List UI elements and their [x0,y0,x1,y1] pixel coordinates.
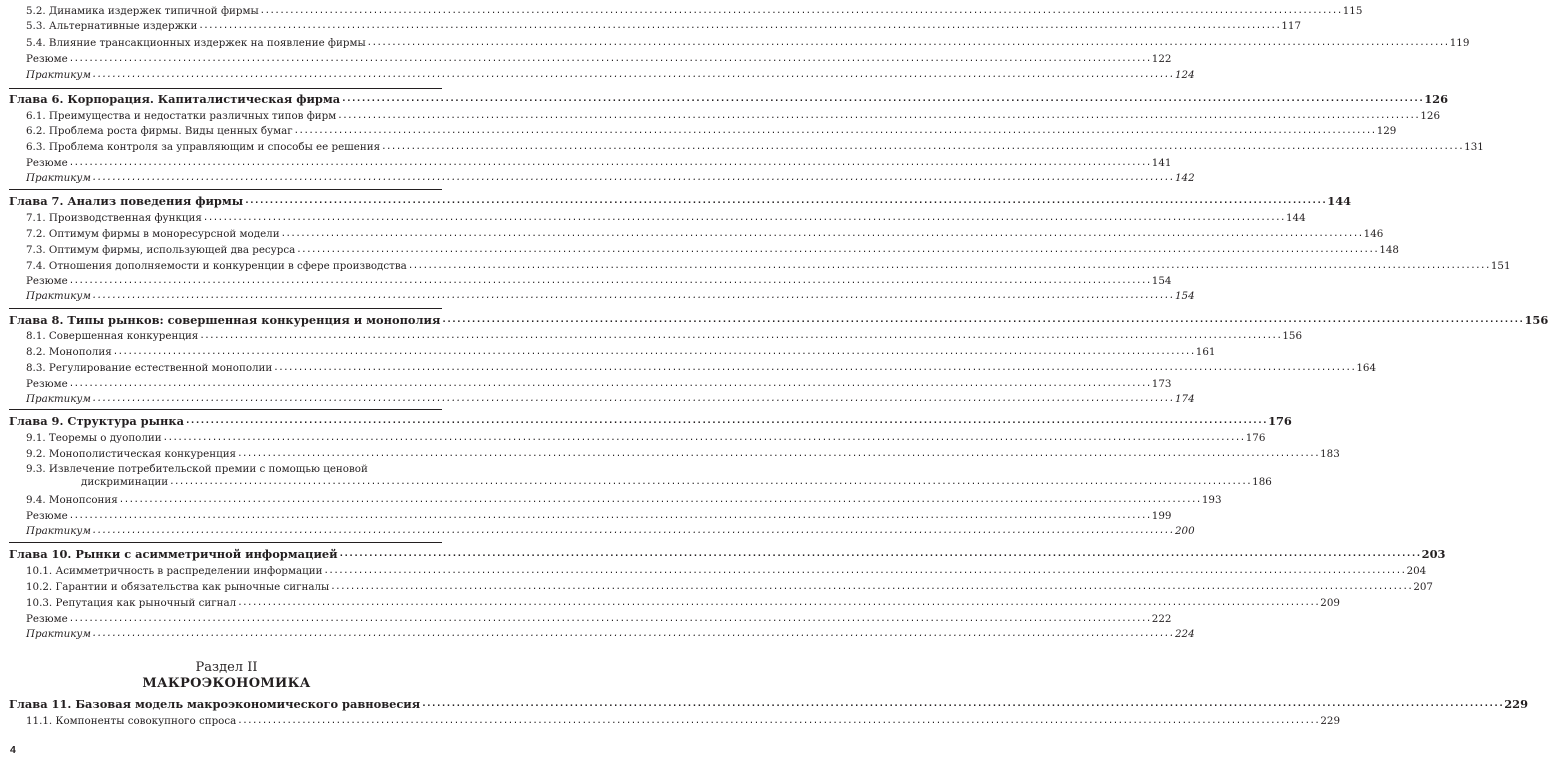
entry-page: 119 [1449,37,1470,49]
entry-title: 7.4. Отношения дополняемости и конкуренции в сфере производства [26,260,407,272]
entry-title: Глава 7. Анализ поведения фирмы [9,194,244,208]
chapter-divider [9,409,442,410]
toc-entry-summary[interactable] [26,613,1172,626]
entry-title: Глава 6. Корпорация. Капиталистическая фирма [9,92,341,106]
toc-entry-summary[interactable] [26,53,1172,66]
entry-title: Резюме [26,510,68,522]
entry-page: 156 [1282,330,1303,342]
dot-leader: ............................................................................................................................................................................................................................ [338,549,1421,559]
entry-title: 5.3. Альтернативные издержки [26,20,198,32]
entry-title: 8.1. Совершенная конкуренция [26,330,199,342]
toc-entry-section[interactable] [26,5,1363,18]
entry-title: 7.3. Оптимум фирмы, использующей два ресурса [26,244,296,256]
toc-entry-practicum[interactable] [26,290,1195,303]
dot-leader: ............................................................................................................................................................................................................................ [407,261,1490,271]
toc-entry-summary[interactable] [26,275,1172,288]
toc-entry-section[interactable] [26,448,1340,461]
entry-page: 144 [1285,212,1306,224]
entry-page: 204 [1406,565,1427,577]
entry-title: Глава 9. Структура рынка [9,414,184,428]
toc-entry-section[interactable] [26,125,1397,138]
entry-title: Практикум [26,290,91,302]
entry-page: 146 [1363,228,1384,240]
page-number: 4 [10,744,16,756]
entry-page: 156 [1524,313,1548,327]
entry-page: 209 [1320,597,1340,609]
entry-title: 10.1. Асимметричность в распределении информации [26,565,323,577]
entry-title: 9.1. Теоремы о дуополии [26,432,162,444]
toc-entry-summary[interactable] [26,378,1172,391]
dot-leader: ............................................................................................................................................................................................................................ [366,38,1449,48]
dot-leader: ............................................................................................................................................................................................................................ [280,229,1363,239]
entry-title: 7.2. Оптимум фирмы в моноресурсной модели [26,228,280,240]
dot-leader: ............................................................................................................................................................................................................................ [68,276,1151,286]
dot-leader: ............................................................................................................................................................................................................................ [237,598,1320,608]
toc-entry-summary[interactable] [26,157,1172,170]
dot-leader: ............................................................................................................................................................................................................................ [68,158,1151,168]
entry-page: 200 [1174,525,1195,537]
dot-leader: ............................................................................................................................................................................................................................ [91,291,1174,301]
dot-leader: ............................................................................................................................................................................................................................ [323,566,1406,576]
entry-title: 9.3. Извлечение потребительской премии с помощью ценовой [26,463,368,475]
entry-title: Практикум [26,525,91,537]
entry-page: 174 [1174,393,1195,405]
toc-entry-chapter[interactable] [9,313,1548,328]
dot-leader: ............................................................................................................................................................................................................................ [244,196,1327,206]
toc-entry-chapter[interactable] [9,697,1529,712]
toc-entry-summary[interactable] [26,510,1172,523]
entry-page: 141 [1151,157,1172,169]
entry-title: 8.2. Монополия [26,346,112,358]
entry-page: 161 [1195,346,1216,358]
entry-page: 154 [1151,275,1172,287]
entry-page: 176 [1245,432,1266,444]
toc-entry-section[interactable] [26,212,1306,225]
toc-entry-section[interactable] [26,244,1399,257]
entry-page: 229 [1320,715,1340,727]
entry-title: 5.4. Влияние трансакционных издержек на появление фирмы [26,37,366,49]
entry-page: 117 [1281,20,1302,32]
dot-leader: ............................................................................................................................................................................................................................ [441,315,1524,325]
toc-entry-section[interactable] [26,565,1427,578]
dot-leader: ............................................................................................................................................................................................................................ [199,331,1282,341]
part-title: МАКРОЭКОНОМИКА [142,676,311,691]
entry-title: 11.1. Компоненты совокупного спроса [26,715,237,727]
entry-title: Практикум [26,172,91,184]
part-label: Раздел II [195,660,258,675]
toc-entry-chapter[interactable] [9,92,1449,107]
toc-entry-section[interactable] [26,597,1340,610]
entry-title: Резюме [26,275,68,287]
dot-leader: ............................................................................................................................................................................................................................ [91,70,1174,80]
entry-title: Резюме [26,613,68,625]
entry-title: Практикум [26,628,91,640]
dot-leader: ............................................................................................................................................................................................................................ [68,614,1151,624]
entry-page: 126 [1424,92,1449,106]
dot-leader: ............................................................................................................................................................................................................................ [293,126,1376,136]
toc-entry-practicum[interactable] [26,393,1195,406]
entry-title: Глава 11. Базовая модель макроэкономического равновесия [9,697,421,711]
entry-title: 10.3. Репутация как рыночный сигнал [26,597,237,609]
toc-entry-chapter[interactable] [9,194,1352,209]
dot-leader: ............................................................................................................................................................................................................................ [296,245,1379,255]
toc-entry-section[interactable] [26,346,1216,359]
toc-entry-section[interactable] [26,37,1470,50]
chapter-divider [9,308,442,309]
toc-entry-section[interactable] [26,362,1377,375]
toc-entry-chapter[interactable] [9,547,1446,562]
entry-title: 6.3. Проблема контроля за управляющим и способы ее решения [26,141,381,153]
entry-title: 7.1. Производственная функция [26,212,202,224]
entry-page: 122 [1151,53,1172,65]
toc-entry-practicum[interactable] [26,628,1195,641]
entry-page: 126 [1420,110,1440,122]
toc-entry-section[interactable] [26,228,1384,241]
entry-page: 131 [1464,141,1484,153]
toc-entry-practicum[interactable] [26,525,1195,538]
dot-leader: ............................................................................................................................................................................................................................ [91,394,1174,404]
entry-page: 115 [1342,5,1363,17]
toc-entry-chapter[interactable] [9,414,1292,429]
chapter-divider [9,88,442,89]
entry-page: 183 [1320,448,1340,460]
toc-entry-section[interactable] [26,330,1303,343]
entry-title-continued: дискриминации [81,476,169,488]
dot-leader: ............................................................................................................................................................................................................................ [202,213,1285,223]
toc-entry-section[interactable] [26,494,1222,507]
toc-entry-section[interactable] [26,141,1484,154]
dot-leader: ............................................................................................................................................................................................................................ [68,379,1151,389]
toc-entry-section[interactable] [26,20,1302,33]
toc-entry-practicum[interactable] [26,69,1195,82]
toc-entry-section[interactable] [26,581,1433,594]
entry-title: Практикум [26,393,91,405]
chapter-divider [9,542,442,543]
entry-page: 164 [1356,362,1377,374]
dot-leader: ............................................................................................................................................................................................................................ [259,6,1342,16]
entry-title: Глава 10. Рынки с асимметричной информацией [9,547,338,561]
entry-title: 9.4. Монопсония [26,494,118,506]
dot-leader: ............................................................................................................................................................................................................................ [237,449,1320,459]
entry-page: 203 [1421,547,1446,561]
entry-page: 229 [1504,697,1529,711]
dot-leader: ............................................................................................................................................................................................................................ [341,94,1424,104]
entry-title: 9.2. Монополистическая конкуренция [26,448,237,460]
entry-title: 8.3. Регулирование естественной монополии [26,362,273,374]
entry-page: 148 [1379,244,1399,256]
entry-title: 5.2. Динамика издержек типичной фирмы [26,5,259,17]
toc-entry-section[interactable] [26,715,1340,728]
dot-leader: ............................................................................................................................................................................................................................ [118,495,1201,505]
entry-page: 199 [1151,510,1172,522]
entry-page: 144 [1327,194,1352,208]
entry-page: 124 [1174,69,1195,81]
entry-title: Практикум [26,69,91,81]
dot-leader: ............................................................................................................................................................................................................................ [91,526,1174,536]
entry-title: Глава 8. Типы рынков: совершенная конкуренция и монополия [9,313,441,327]
entry-page: 186 [1252,476,1272,488]
dot-leader: ............................................................................................................................................................................................................................ [330,582,1413,592]
dot-leader: ............................................................................................................................................................................................................................ [237,716,1320,726]
dot-leader: ............................................................................................................................................................................................................................ [273,363,1356,373]
entry-page: 151 [1490,260,1511,272]
dot-leader: ............................................................................................................................................................................................................................ [381,142,1464,152]
dot-leader: ............................................................................................................................................................................................................................ [91,629,1174,639]
toc-entry-section[interactable] [26,110,1440,123]
dot-leader: ............................................................................................................................................................................................................................ [162,433,1245,443]
dot-leader: ............................................................................................................................................................................................................................ [337,111,1420,121]
dot-leader: ............................................................................................................................................................................................................................ [421,699,1504,709]
dot-leader: ............................................................................................................................................................................................................................ [68,54,1151,64]
entry-page: 142 [1174,172,1195,184]
entry-page: 207 [1413,581,1433,593]
entry-page: 176 [1268,414,1292,428]
entry-page: 129 [1376,125,1397,137]
entry-title: Резюме [26,378,68,390]
toc-entry-practicum[interactable] [26,172,1195,185]
toc-entry-section[interactable] [26,260,1511,273]
entry-page: 193 [1201,494,1222,506]
dot-leader: ............................................................................................................................................................................................................................ [91,173,1174,183]
entry-title: 10.2. Гарантии и обязательства как рыночные сигналы [26,581,330,593]
entry-title: 6.2. Проблема роста фирмы. Виды ценных бумаг [26,125,293,137]
dot-leader: ............................................................................................................................................................................................................................ [185,416,1268,426]
toc-entry-section[interactable] [26,463,1272,489]
dot-leader: ............................................................................................................................................................................................................................ [112,347,1195,357]
chapter-divider [9,189,442,190]
entry-title: 6.1. Преимущества и недостатки различных типов фирм [26,110,337,122]
dot-leader: ............................................................................................................................................................................................................................ [198,21,1281,31]
toc-entry-section[interactable] [26,432,1266,445]
dot-leader: ............................................................................................................................................................................................................................ [68,511,1151,521]
entry-title: Резюме [26,53,68,65]
entry-title: Резюме [26,157,68,169]
entry-page: 222 [1151,613,1172,625]
entry-page: 173 [1151,378,1172,390]
entry-page: 154 [1174,290,1195,302]
entry-page: 224 [1174,628,1195,640]
dot-leader: ............................................................................................................................................................................................................................ [169,477,1252,487]
